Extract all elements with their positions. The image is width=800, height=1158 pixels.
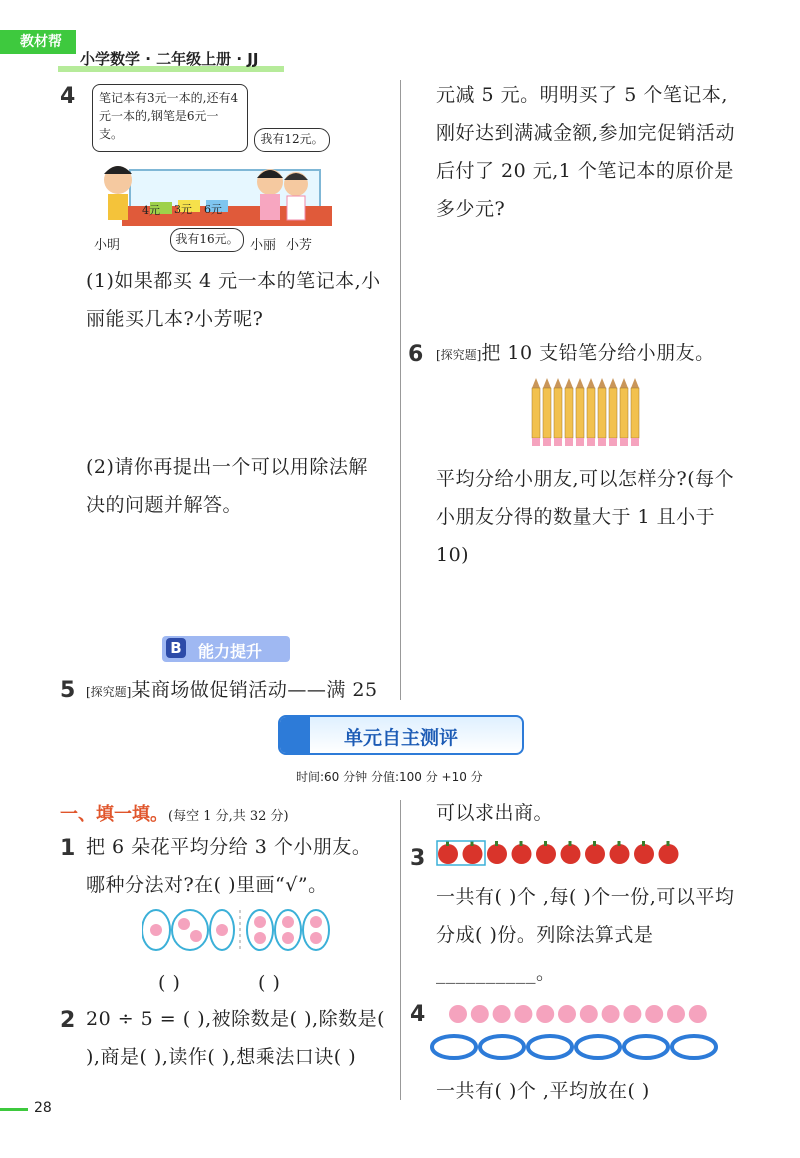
question-text: 20 ÷ 5 = ( ),被除数是( ),除数是( ),商是( ),读作( ),想乘法口诀( ): [86, 1008, 385, 1068]
speech-bubble: 我有16元。: [170, 228, 244, 252]
pencil-icon: [554, 388, 562, 438]
answer-blank[interactable]: ( ): [158, 972, 181, 994]
question-number: 4: [60, 84, 76, 109]
pencil-eraser: [543, 438, 551, 446]
plate-icon: [576, 1036, 620, 1058]
pencil-icon: [631, 388, 639, 438]
part-score: (每空 1 分,共 32 分): [168, 809, 289, 824]
pencil-tip: [609, 378, 617, 388]
flower-icon: [190, 930, 202, 942]
plate-icon: [432, 1036, 476, 1058]
pencil-eraser: [587, 438, 595, 446]
apple-icon: [536, 844, 556, 864]
peach-icon: [536, 1005, 554, 1023]
peaches-row: [448, 1000, 718, 1024]
question-number: 2: [60, 1008, 76, 1033]
peach-icon: [667, 1005, 685, 1023]
flower-icon: [216, 924, 228, 936]
question-tag: [探究题]: [436, 348, 482, 362]
pencil-icon: [543, 388, 551, 438]
apple-stem: [593, 841, 596, 846]
pencil-eraser: [565, 438, 573, 446]
question-text: 可以求出商。: [436, 802, 554, 824]
apple-icon: [512, 844, 532, 864]
plate-icon: [624, 1036, 668, 1058]
plate-icon: [672, 1036, 716, 1058]
pencils-illustration: [528, 378, 648, 448]
price-tag: 4元: [142, 204, 160, 217]
question-line: [436, 334, 715, 372]
flower-icon: [150, 924, 162, 936]
answer-blank[interactable]: ( ): [258, 972, 281, 994]
shop-illustration: [92, 150, 332, 240]
flower-icon: [254, 932, 266, 944]
pencil-eraser: [609, 438, 617, 446]
question-number: 4: [410, 1002, 426, 1027]
flower-icon: [310, 932, 322, 944]
apple-stem: [642, 841, 645, 846]
apple-stem: [544, 841, 547, 846]
peach-icon: [689, 1005, 707, 1023]
question-text: 一共有( )个 ,平均放在( ): [436, 1080, 650, 1102]
apple-stem: [667, 841, 670, 846]
question-text: 把 10 支铅笔分给小朋友。: [481, 342, 715, 364]
apple-icon: [634, 844, 654, 864]
pencil-eraser: [620, 438, 628, 446]
name-label: 小明: [94, 238, 121, 253]
apple-stem: [520, 841, 523, 846]
name-label: 小丽: [250, 238, 277, 253]
page-line: [0, 1108, 28, 1111]
apple-stem: [569, 841, 572, 846]
flower-groups: [142, 908, 338, 954]
column-divider-lower: [400, 800, 401, 1100]
pencil-tip: [543, 378, 551, 388]
question-text: 某商场做促销活动——满 25: [131, 679, 378, 701]
plate-icon: [480, 1036, 524, 1058]
pencil-icon: [565, 388, 573, 438]
question-line: [86, 671, 378, 709]
peach-icon: [471, 1005, 489, 1023]
pencil-tip: [620, 378, 628, 388]
part-title: 一、填一填。: [60, 804, 168, 825]
speech-bubble: 笔记本有3元一本的,还有4元一本的,钢笔是6元一支。: [92, 84, 248, 152]
page-number: 28: [34, 1100, 52, 1116]
apple-icon: [463, 844, 483, 864]
apple-icon: [610, 844, 630, 864]
apple-icon: [438, 844, 458, 864]
pencil-tip: [598, 378, 606, 388]
pencil-eraser: [631, 438, 639, 446]
flower-icon: [282, 932, 294, 944]
section-title: 能力提升: [198, 642, 263, 661]
question-text: 平均分给小朋友,可以怎样分?(每个小朋友分得的数量大于 1 且小于 10): [436, 468, 735, 566]
peach-icon: [493, 1005, 511, 1023]
question-text: (1)如果都买 4 元一本的笔记本,小丽能买几本?小芳呢?: [86, 270, 381, 330]
peach-icon: [623, 1005, 641, 1023]
peach-icon: [602, 1005, 620, 1023]
pencil-icon: [576, 388, 584, 438]
flower-icon: [310, 916, 322, 928]
question-tag: [探究题]: [86, 685, 132, 699]
section-letter: B: [166, 638, 186, 658]
question-number: 6: [408, 342, 424, 367]
pencil-icon: [609, 388, 617, 438]
pencil-icon: [587, 388, 595, 438]
question-number: 5: [60, 678, 76, 703]
apples-row: [436, 840, 686, 866]
price-tag: 6元: [204, 203, 222, 216]
flower-icon: [178, 918, 190, 930]
pencil-eraser: [532, 438, 540, 446]
question-text: 元减 5 元。明明买了 5 个笔记本,刚好达到满减金额,参加完促销活动后付了 20 元,1 个笔记本的原价是多少元?: [436, 84, 736, 220]
peach-icon: [558, 1005, 576, 1023]
unit-banner: [278, 715, 524, 755]
pencil-icon: [598, 388, 606, 438]
flower-icon: [282, 916, 294, 928]
peach-icon: [645, 1005, 663, 1023]
speech-bubble: 我有12元。: [254, 128, 330, 152]
question-number: 1: [60, 836, 76, 861]
pencil-eraser: [576, 438, 584, 446]
peach-icon: [580, 1005, 598, 1023]
name-label: 小芳: [286, 238, 313, 253]
question-text: 一共有( )个 ,每( )个一份,可以平均分成( )份。列除法算式是__________。: [436, 886, 735, 984]
plate-icon: [528, 1036, 572, 1058]
column-divider: [400, 80, 401, 700]
apple-stem: [495, 841, 498, 846]
pencil-tip: [631, 378, 639, 388]
peach-icon: [449, 1005, 467, 1023]
pencil-eraser: [554, 438, 562, 446]
pencil-tip: [565, 378, 573, 388]
question-text: (2)请你再提出一个可以用除法解决的问题并解答。: [86, 456, 368, 516]
pencil-icon: [532, 388, 540, 438]
test-meta: 时间:60 分钟 分值:100 分 +10 分: [296, 770, 483, 784]
chart-icon: [280, 717, 310, 753]
question-number: 3: [410, 846, 426, 871]
part-heading: [60, 800, 289, 826]
pencil-tip: [587, 378, 595, 388]
apple-icon: [659, 844, 679, 864]
apple-icon: [585, 844, 605, 864]
apple-icon: [561, 844, 581, 864]
plates-row: [430, 1032, 720, 1062]
apple-icon: [487, 844, 507, 864]
pencil-tip: [554, 378, 562, 388]
pencil-tip: [576, 378, 584, 388]
pencil-eraser: [598, 438, 606, 446]
section-banner: [162, 636, 290, 662]
flower-icon: [254, 916, 266, 928]
pencil-tip: [532, 378, 540, 388]
peach-icon: [514, 1005, 532, 1023]
price-tag: 3元: [174, 203, 192, 216]
question-text: 把 6 朵花平均分给 3 个小朋友。哪种分法对?在( )里画“√”。: [86, 836, 372, 896]
pencil-icon: [620, 388, 628, 438]
header-title: 小学数学 · 二年级上册 · JJ: [80, 50, 259, 68]
apple-stem: [618, 841, 621, 846]
book-tag: 教材帮: [0, 30, 76, 54]
unit-title: 单元自主测评: [344, 727, 459, 749]
